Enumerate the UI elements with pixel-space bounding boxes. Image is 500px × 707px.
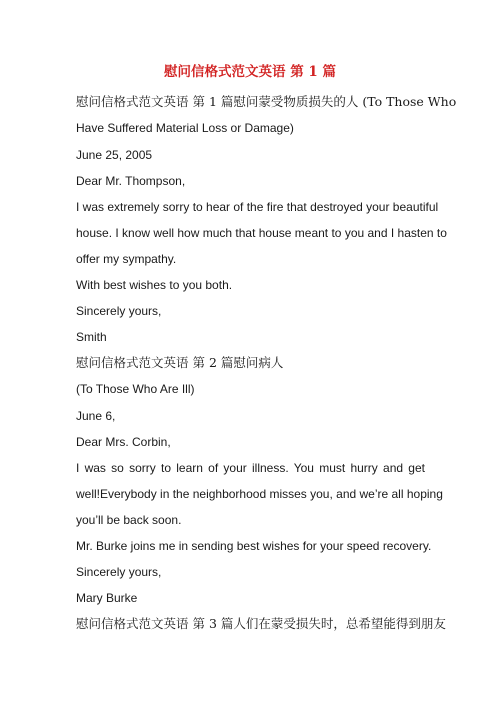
text-line: I was so sorry to learn of your illness. You must hurry and get (76, 461, 425, 475)
text-line: 慰问信格式范文英语 第 2 篇慰问病人 (76, 355, 284, 370)
document-title: 慰问信格式范文英语 第 1 篇 (164, 64, 336, 80)
text-line: I was extremely sorry to hear of the fire that destroyed your beautiful (76, 200, 439, 214)
text-line: well!Everybody in the neighborhood misses you, and we’re all hoping (76, 487, 443, 501)
text-line: Mr. Burke joins me in sending best wishes for your speed recovery. (76, 539, 432, 553)
text-line: Dear Mr. Thompson, (76, 174, 186, 188)
text-line: June 25, 2005 (76, 148, 153, 162)
text-line: Sincerely yours, (76, 304, 162, 318)
text-line: With best wishes to you both. (76, 278, 233, 292)
text-line: Smith (76, 330, 107, 344)
text-line: Dear Mrs. Corbin, (76, 435, 171, 449)
text-line: Have Suffered Material Loss or Damage) (76, 121, 294, 135)
text-line: Mary Burke (76, 591, 138, 605)
text-line: offer my sympathy. (76, 252, 177, 266)
text-line: 慰问信格式范文英语 第 1 篇慰问蒙受物质损失的人 (To Those Who (76, 94, 457, 109)
text-line: June 6, (76, 409, 116, 423)
text-line: (To Those Who Are Ill) (76, 382, 195, 396)
text-line: house. I know well how much that house meant to you and I hasten to (76, 226, 447, 240)
text-line: you’ll be back soon. (76, 513, 182, 527)
text-line: 慰问信格式范文英语 第 3 篇人们在蒙受损失时，总希望能得到朋友 (76, 616, 446, 631)
text-line: Sincerely yours, (76, 565, 162, 579)
